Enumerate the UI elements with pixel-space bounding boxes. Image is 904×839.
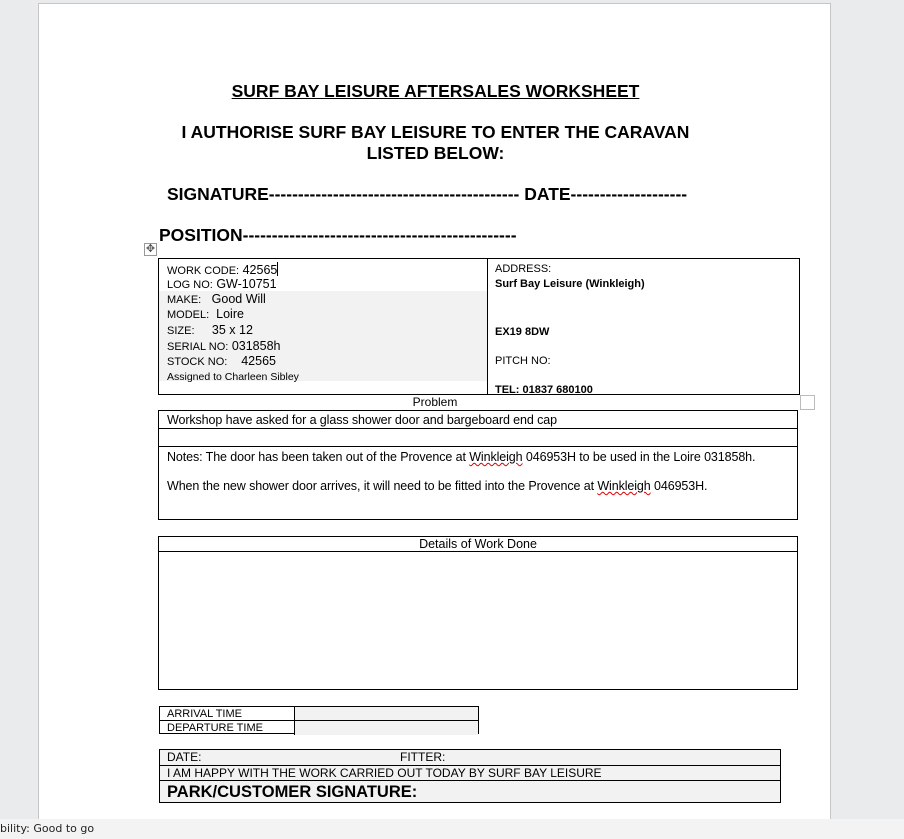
telephone[interactable]: TEL: 01837 680100 bbox=[495, 384, 593, 396]
work-code-row[interactable] bbox=[167, 262, 278, 277]
customer-signature-row[interactable] bbox=[160, 781, 780, 803]
address-postcode[interactable]: EX19 8DW bbox=[495, 326, 550, 338]
accessibility-status[interactable]: bility: Good to go bbox=[0, 822, 95, 835]
happy-statement-row bbox=[160, 766, 780, 781]
model-row[interactable] bbox=[167, 307, 244, 321]
address-label: ADDRESS: bbox=[495, 263, 552, 275]
position-line[interactable]: POSITION----------------------------------------------- bbox=[159, 225, 517, 245]
date-fitter-row[interactable] bbox=[160, 750, 780, 766]
stock-label: STOCK NO: bbox=[167, 356, 228, 368]
row-divider bbox=[159, 446, 797, 447]
make-value[interactable]: Good Will bbox=[211, 292, 266, 306]
details-of-work-table[interactable] bbox=[158, 536, 798, 690]
serial-value[interactable]: 031858h bbox=[231, 339, 281, 353]
date-label: DATE: bbox=[167, 750, 202, 764]
status-bar bbox=[0, 819, 904, 839]
spelling-flag[interactable]: Winkleigh bbox=[469, 450, 523, 464]
make-row[interactable] bbox=[167, 292, 266, 306]
stock-row[interactable] bbox=[167, 354, 276, 368]
work-code-label: WORK CODE: bbox=[167, 265, 240, 277]
signature-date-line[interactable]: SIGNATURE------------------------------------------- DATE-------------------- bbox=[167, 184, 688, 204]
notes-line-2[interactable]: When the new shower door arrives, it will need to be fitted into the Provence at Winkleigh 046953H. bbox=[167, 479, 708, 493]
departure-label: DEPARTURE TIME bbox=[167, 722, 263, 734]
row-divider bbox=[159, 428, 797, 429]
authorisation-line-2: LISTED BELOW: bbox=[366, 143, 505, 163]
column-divider bbox=[487, 259, 488, 394]
problem-heading: Problem bbox=[412, 395, 458, 409]
log-no-value[interactable]: GW-10751 bbox=[216, 277, 277, 291]
model-value[interactable]: Loire bbox=[216, 307, 244, 321]
make-label: MAKE: bbox=[167, 294, 202, 306]
departure-row bbox=[160, 721, 478, 735]
size-row[interactable] bbox=[167, 323, 253, 337]
arrival-row bbox=[160, 707, 478, 721]
worksheet-title: SURF BAY LEISURE AFTERSALES WORKSHEET bbox=[231, 81, 640, 101]
row-end-marker bbox=[800, 395, 815, 410]
spelling-flag[interactable]: Winkleigh bbox=[597, 479, 651, 493]
text-cursor bbox=[277, 262, 278, 276]
arrival-label: ARRIVAL TIME bbox=[167, 708, 242, 720]
happy-statement: I AM HAPPY WITH THE WORK CARRIED OUT TODAY BY SURF BAY LEISURE bbox=[167, 766, 602, 780]
authorisation-statement bbox=[39, 122, 832, 164]
notes-line-1[interactable]: Notes: The door has been taken out of the Provence at Winkleigh 046953H to be used in the Loire 031858h. bbox=[167, 450, 756, 464]
size-value[interactable]: 35 x 12 bbox=[211, 323, 253, 337]
customer-signature-label: PARK/CUSTOMER SIGNATURE: bbox=[167, 783, 418, 801]
serial-label: SERIAL NO: bbox=[167, 341, 229, 353]
log-no-row[interactable] bbox=[167, 277, 277, 291]
size-label: SIZE: bbox=[167, 325, 195, 337]
table-move-handle-icon[interactable]: ✥ bbox=[145, 243, 156, 255]
assigned-to[interactable]: Assigned to Charleen Sibley bbox=[167, 371, 299, 383]
serial-row[interactable] bbox=[167, 339, 281, 353]
address-name[interactable]: Surf Bay Leisure (Winkleigh) bbox=[495, 278, 645, 290]
log-no-label: LOG NO: bbox=[167, 279, 213, 291]
times-table bbox=[159, 706, 479, 734]
document-page[interactable] bbox=[38, 3, 831, 823]
stock-value[interactable]: 42565 bbox=[241, 354, 276, 368]
arrival-time-field[interactable] bbox=[294, 707, 478, 721]
model-label: MODEL: bbox=[167, 309, 210, 321]
fitter-label: FITTER: bbox=[400, 750, 446, 764]
problem-description[interactable]: Workshop have asked for a glass shower door and bargeboard end cap bbox=[167, 413, 557, 427]
details-heading: Details of Work Done bbox=[159, 537, 797, 552]
work-code-value[interactable]: 42565 bbox=[242, 263, 278, 277]
caravan-info-table bbox=[158, 258, 800, 395]
signoff-table bbox=[159, 749, 781, 803]
authorisation-line-1: I AUTHORISE SURF BAY LEISURE TO ENTER THE CARAVAN bbox=[181, 122, 690, 142]
departure-time-field[interactable] bbox=[294, 721, 478, 735]
problem-table bbox=[158, 410, 798, 520]
pitch-no-label[interactable]: PITCH NO: bbox=[495, 355, 551, 367]
